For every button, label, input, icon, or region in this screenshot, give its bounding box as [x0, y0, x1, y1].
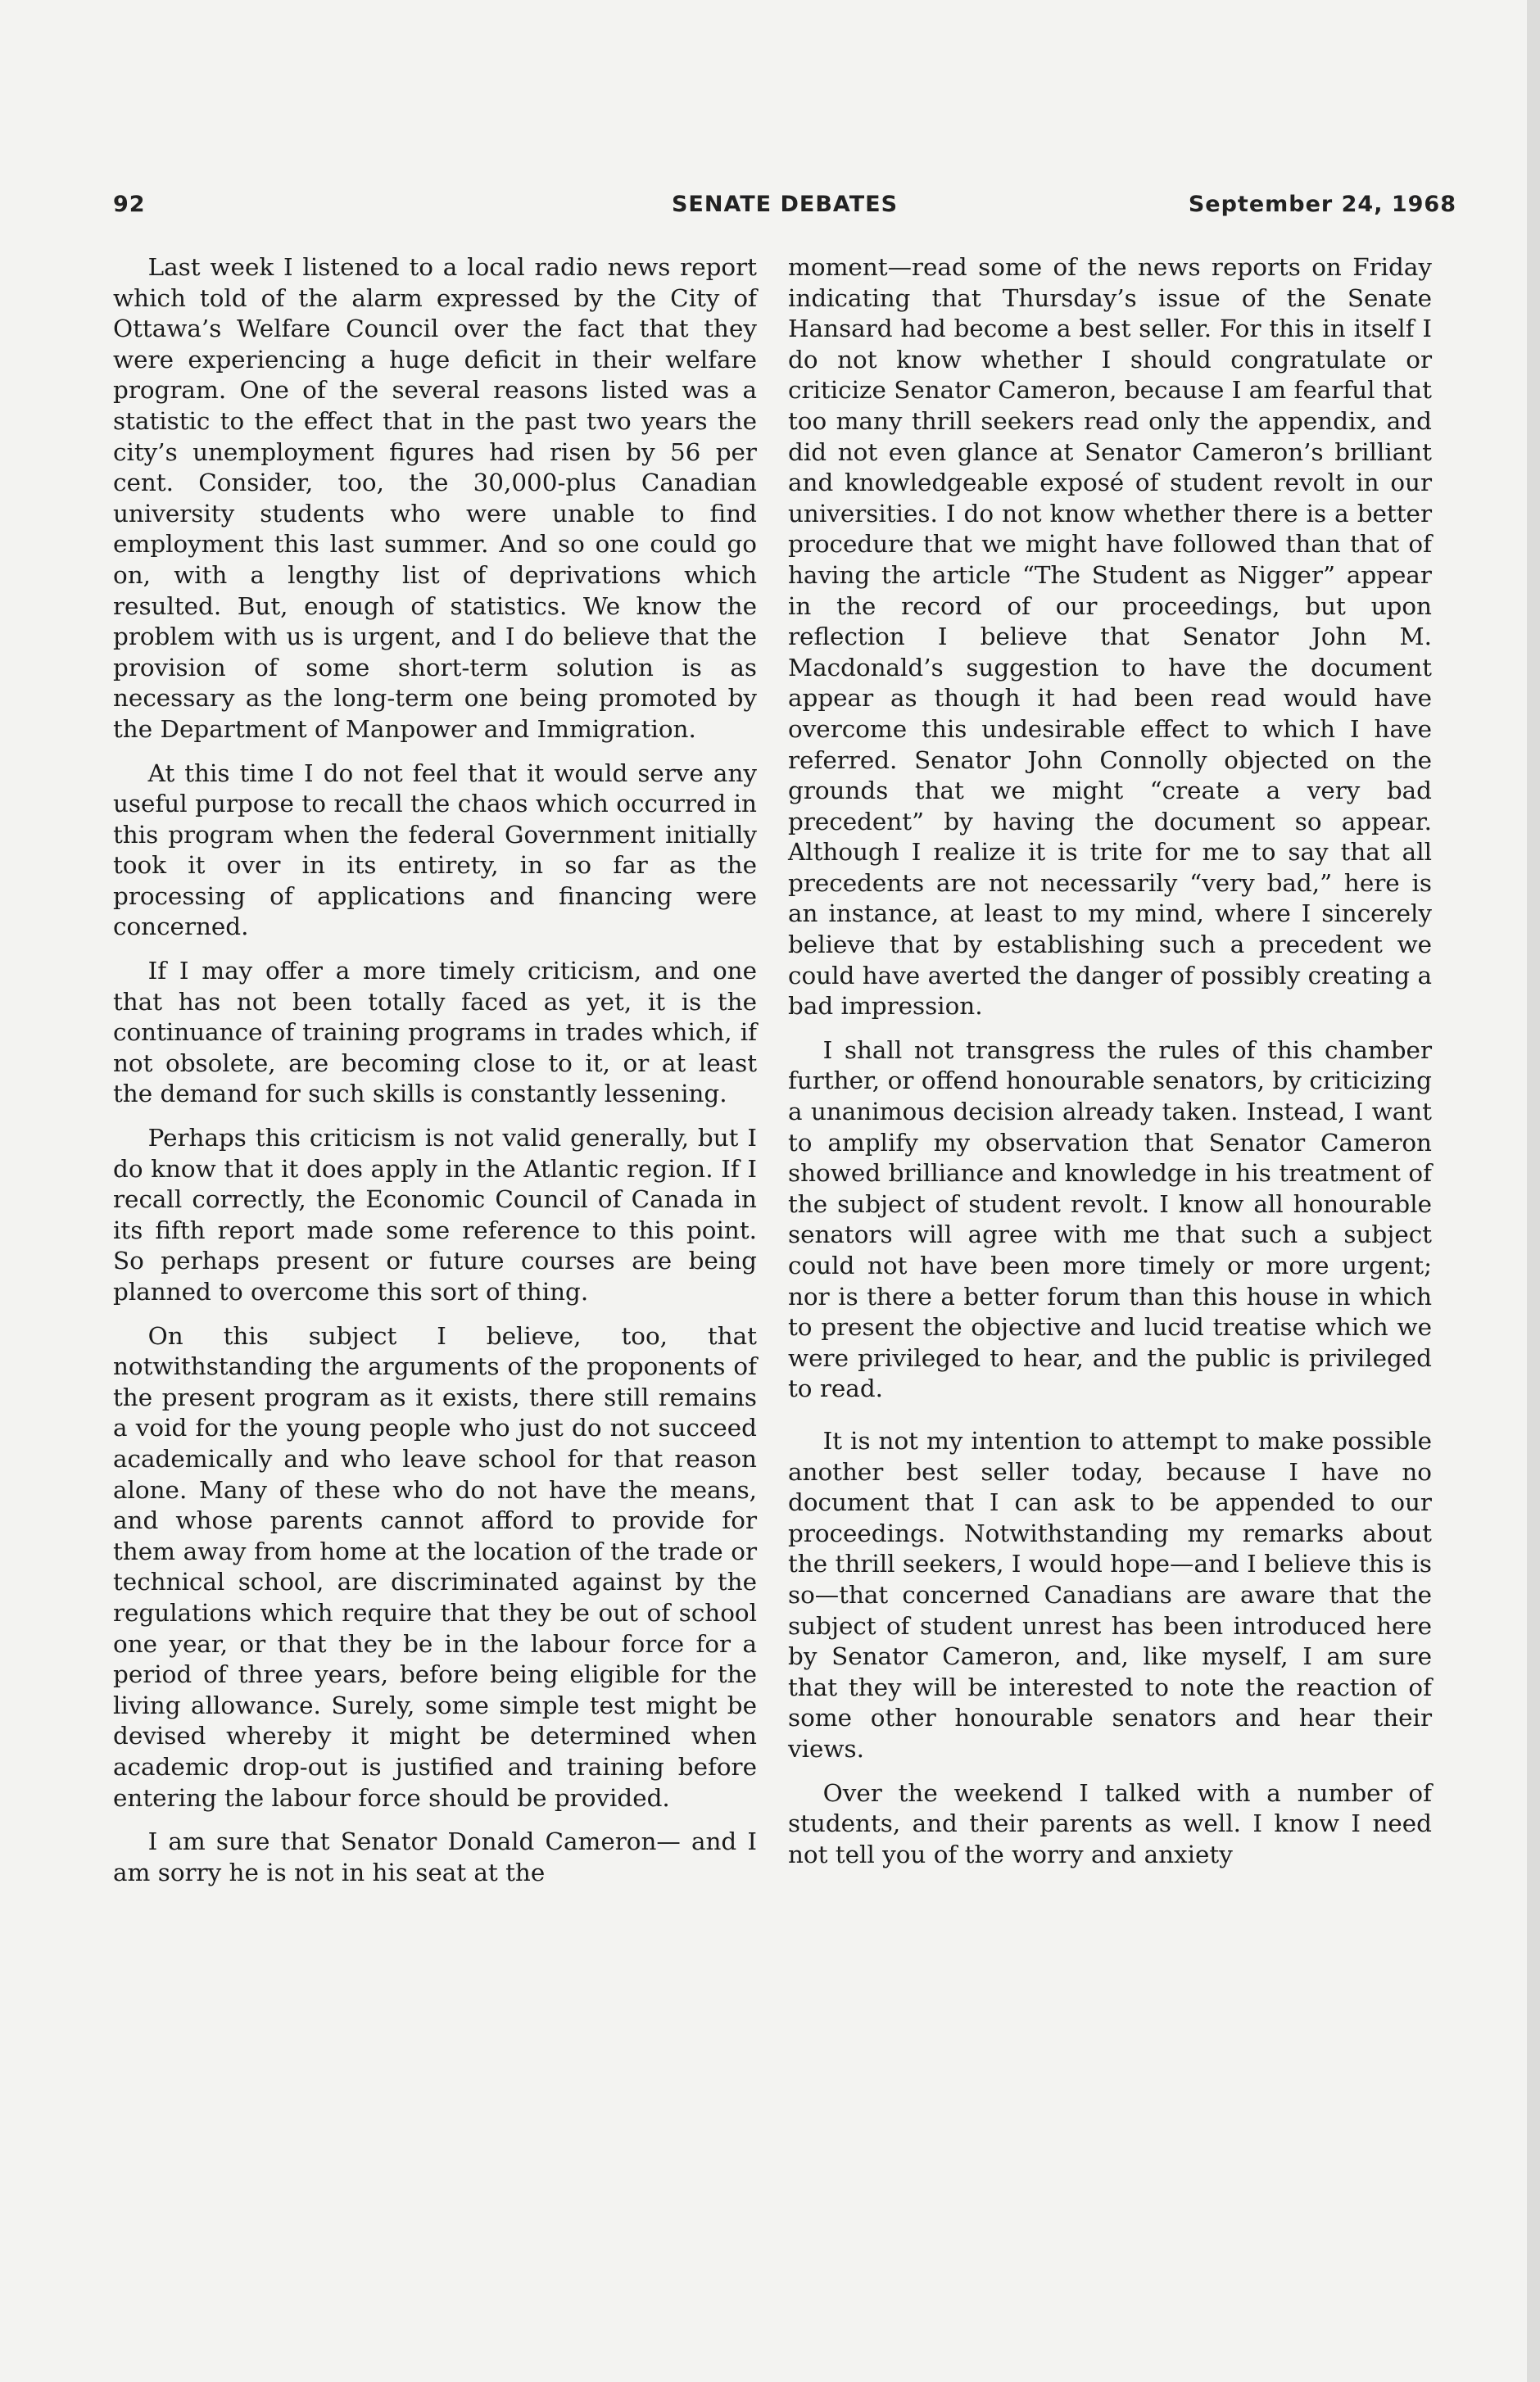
paragraph: I shall not transgress the rules of this chamber further, or offend honourable senators, by criticizing a unanimous decision already taken. Instead, I want to amplify my observation that Senator Cameron showed brilliance and knowledge in his treatment of the subject of student revolt. I know all honourable senators will agree with me that such a subject could not have been more timely or more urgent; nor is there a better forum than this house in which to present the objective and lucid treatise which we were privileged to hear, and the public is privileged to read. [788, 1035, 1432, 1403]
paragraph-continued: moment—read some of the news reports on Friday indicating that Thursday’s issue of the Senate Hansard had become a best seller. For this in itself I do not know whether I should congratulate or criticize Senator Cameron, because I am fearful that too many thrill seekers read only the appendix, and did not even glance at Senator Cameron’s brilliant and knowledgeable exposé of student revolt in our universities. I do not know whether there is a better procedure that we might have followed than that of having the article “The Student as Nigger” appear in the record of our proceedings, but upon reflection I believe that Senator John M. Macdonald’s suggestion to have the document appear as though it had been read would have overcome this undesirable effect to which I have referred. Senator John Connolly objected on the grounds that we might “create a very bad precedent” by having the document so appear. Although I realize it is trite for me to say that all precedents are not necessarily “very bad,” here is an instance, at least to my mind, where I sincerely believe that by establishing such a precedent we could have averted the danger of possibly creating a bad impression. [788, 253, 1432, 1021]
paragraph: Last week I listened to a local radio news report which told of the alarm expressed by the City of Ottawa’s Welfare Council over the fact that they were experiencing a huge deficit in their welfare program. One of the several reasons listed was a statistic to the effect that in the past two years the city’s unemployment figures had risen by 56 per cent. Consider, too, the 30,000-plus Canadian university students who were unable to find employment this last summer. And so one could go on, with a lengthy list of deprivations which resulted. But, enough of statistics. We know the problem with us is urgent, and I do believe that the provision of some short-term solution is as necessary as the long-term one being promoted by the Department of Manpower and Immigration. [113, 253, 757, 743]
running-header [113, 187, 1456, 228]
page-edge-strip [1527, 0, 1540, 2382]
paragraph: If I may offer a more timely criticism, and one that has not been totally faced as yet, it is the continuance of training programs in trades which, if not obsolete, are becoming close to it, or at least the demand for such skills is constantly lessening. [113, 957, 757, 1108]
paragraph: On this subject I believe, too, that notwithstanding the arguments of the proponents of the present program as it exists, there still remains a void for the young people who just do not succeed academically and who leave school for that reason alone. Many of these who do not have the means, and whose parents cannot afford to provide for them away from home at the location of the trade or technical school, are discriminated against by the regulations which require that they be out of school one year, or that they be in the labour force for a period of three years, before being eligible for the living allowance. Surely, some simple test might be devised whereby it might be determined when academic drop-out is justified and training before entering the labour force should be provided. [113, 1321, 757, 1812]
document-page [113, 187, 1456, 1886]
paragraph: Perhaps this criticism is not valid generally, but I do know that it does apply in the Atlantic region. If I recall correctly, the Economic Council of Canada in its fifth report made some reference to this point. So perhaps present or future courses are being planned to overcome this sort of thing. [113, 1124, 757, 1306]
paragraph: Over the weekend I talked with a number of students, and their parents as well. I know I need not tell you of the worry and anxiety [788, 1778, 1432, 1868]
page-number: 92 [113, 192, 146, 217]
paragraph: I am sure that Senator Donald Cameron— and I am sorry he is not in his seat at the [113, 1827, 757, 1886]
publication-title: SENATE DEBATES [671, 192, 899, 217]
right-column [788, 252, 1432, 1870]
publication-date: September 24, 1968 [1188, 192, 1456, 217]
paragraph: It is not my intention to attempt to make possible another best seller today, because I have no document that I can ask to be appended to our proceedings. Notwithstanding my remarks about the thrill seekers, I would hope—and I believe this is so—that concerned Canadians are aware that the subject of student unrest has been introduced here by Senator Cameron, and, like myself, I am sure that they will be interested to note the reaction of some other honourable senators and hear their views. [788, 1426, 1432, 1763]
left-column [113, 252, 757, 1888]
paragraph: At this time I do not feel that it would serve any useful purpose to recall the chaos which occurred in this program when the federal Government initially took it over in its entirety, in so far as the processing of applications and financing were concerned. [113, 759, 757, 941]
